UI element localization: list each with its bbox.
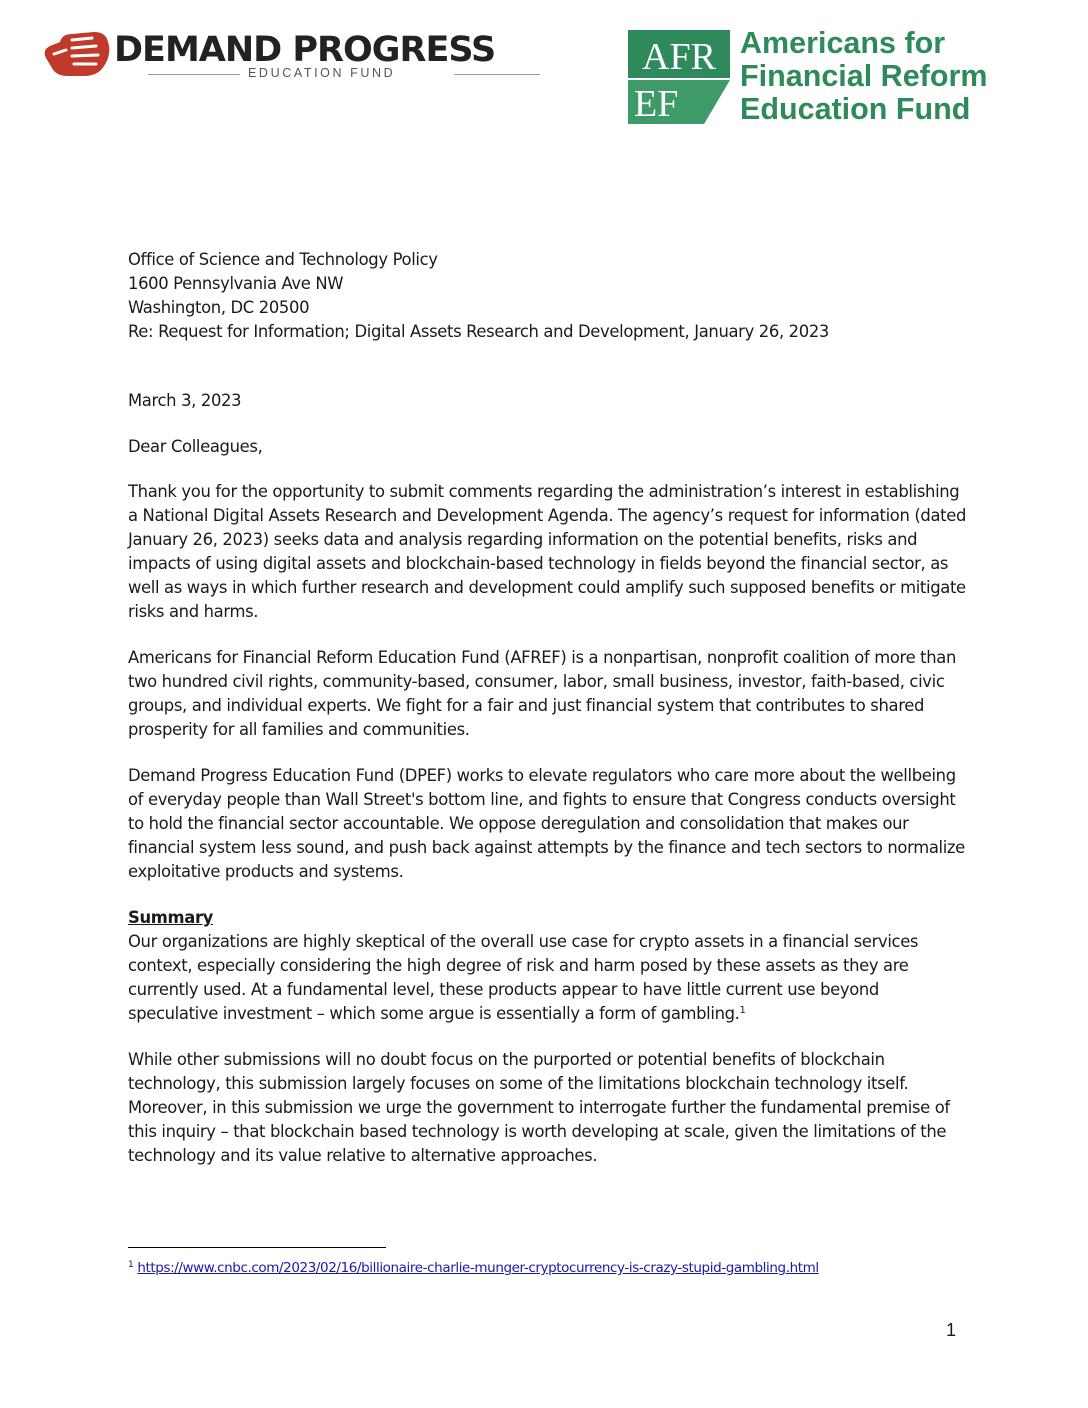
address-line-3: Washington, DC 20500 [128, 298, 310, 317]
afref-logo [628, 26, 1008, 126]
letter-body [128, 248, 968, 1168]
footnote [128, 1260, 819, 1276]
summary-heading: Summary [128, 908, 214, 927]
logo-divider [454, 74, 540, 75]
summary-paragraph-1 [128, 930, 968, 1026]
letter-date: March 3, 2023 [128, 391, 242, 410]
footnote-link[interactable]: https://www.cnbc.com/2023/02/16/billionaire-charlie-munger-cryptocurrency-is-crazy-stupid-gambling.html [137, 1260, 819, 1276]
afref-paragraph: Americans for Financial Reform Education Fund (AFREF) is a nonpartisan, nonprofit coalition of more than two hundred civil rights, community-based, consumer, labor, small business, investor, faith-based, civic groups, and individual experts. We fight for a fair and just financial system that contributes to shared prosperity for all families and communities. [128, 648, 957, 739]
footnote-ref[interactable]: 1 [739, 1005, 746, 1016]
afref-line-3: Education Fund [740, 92, 971, 126]
demand-progress-name: DEMAND PROGRESS [114, 30, 496, 70]
summary-paragraph-2: While other submissions will no doubt focus on the purported or potential benefits of blockchain technology, this submission largely focuses on some of the limitations blockchain technology itself. Moreover, in this submission we urge the government to interrogate further the fundamental premise of this inquiry – that blockchain based technology is worth developing at scale, given the limitations of the technology and its value relative to alternative approaches. [128, 1050, 950, 1165]
dpef-paragraph: Demand Progress Education Fund (DPEF) works to elevate regulators who care more about the wellbeing of everyday people than Wall Street's bottom line, and fights to ensure that Congress conducts oversight to hold the financial sector accountable. We oppose deregulation and consolidation that makes our financial system less sound, and push back against attempts by the finance and tech sectors to normalize exploitative products and systems. [128, 766, 965, 881]
afref-wordmark [740, 27, 987, 126]
summary-paragraph-1-text: Our organizations are highly skeptical of the overall use case for crypto assets in a financial services context, especially considering the high degree of risk and harm posed by these assets as they are currently used. At a fundamental level, these products appear to have little current use beyond speculative investment – which some argue is essentially a form of gambling. [128, 932, 919, 1023]
intro-paragraph: Thank you for the opportunity to submit comments regarding the administration’s interest in establishing a National Digital Assets Research and Development Agenda. The agency’s request for information (dated January 26, 2023) seeks data and analysis regarding information on the potential benefits, risks and impacts of using digital assets and blockchain-based technology in fields beyond the financial sector, as well as ways in which further research and development could amplify such supposed benefits or mitigate risks and harms. [128, 482, 967, 621]
address-line-1: Office of Science and Technology Policy [128, 250, 438, 269]
footnote-rule [128, 1247, 386, 1248]
footnote-number: 1 [128, 1260, 134, 1270]
logo-divider [148, 74, 240, 75]
re-line: Re: Request for Information; Digital Assets Research and Development, January 26, 2023 [128, 322, 829, 341]
afref-line-1: Americans for [740, 26, 946, 60]
page-number: 1 [946, 1320, 957, 1340]
recipient-address [128, 248, 968, 344]
afref-box-top: AFR [642, 36, 716, 78]
salutation: Dear Colleagues, [128, 437, 263, 456]
demand-progress-subtitle: EDUCATION FUND [248, 66, 396, 80]
demand-progress-logo [42, 26, 542, 88]
address-line-2: 1600 Pennsylvania Ave NW [128, 274, 344, 293]
afref-box-bottom: EF [634, 83, 679, 124]
fist-icon [42, 28, 112, 78]
afref-mark-icon [628, 30, 730, 124]
afref-line-2: Financial Reform [740, 59, 988, 93]
